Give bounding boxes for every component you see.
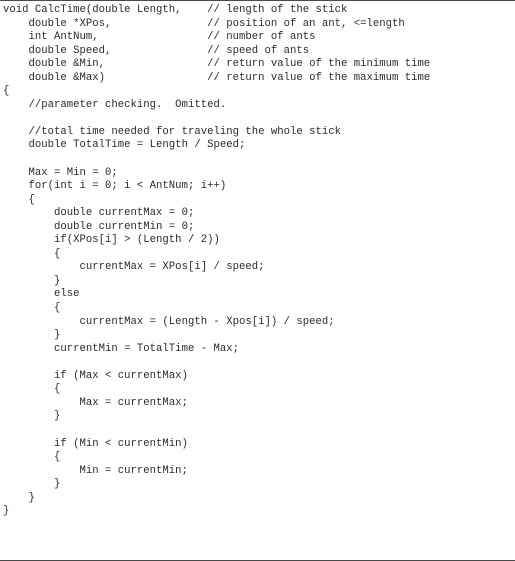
code-line bbox=[3, 112, 430, 126]
code-line: double TotalTime = Length / Speed; bbox=[3, 139, 246, 152]
code-line: } bbox=[3, 329, 61, 342]
code-line: if(XPos[i] > (Length / 2)) bbox=[3, 234, 220, 247]
code-line: double &Min, // return value of the minimum time bbox=[3, 58, 431, 71]
code-line: Max = Min = 0; bbox=[3, 166, 118, 179]
code-line: currentMax = (Length - Xpos[i]) / speed; bbox=[3, 315, 335, 328]
code-line: } bbox=[3, 505, 10, 518]
code-line: { bbox=[3, 302, 61, 315]
code-line: int AntNum, // number of ants bbox=[3, 31, 316, 44]
code-line: Min = currentMin; bbox=[3, 464, 188, 477]
code-line: { bbox=[3, 383, 61, 396]
code-line bbox=[3, 153, 430, 167]
code-line bbox=[3, 546, 430, 560]
code-line: Max = currentMax; bbox=[3, 396, 188, 409]
code-line bbox=[3, 532, 430, 546]
code-line: } bbox=[3, 491, 35, 504]
code-line: double Speed, // speed of ants bbox=[3, 44, 310, 57]
code-line: void CalcTime(double Length, // length of the stick bbox=[3, 4, 348, 16]
code-line: { bbox=[3, 247, 61, 260]
code-line: } bbox=[3, 274, 61, 287]
code-line: double currentMin = 0; bbox=[3, 220, 195, 233]
code-line: for(int i = 0; i < AntNum; i++) bbox=[3, 180, 227, 193]
code-line: { bbox=[3, 451, 61, 464]
code-line: double *XPos, // position of an ant, <=length bbox=[3, 17, 405, 30]
code-line: double currentMax = 0; bbox=[3, 207, 195, 220]
code-listing bbox=[3, 4, 430, 559]
code-line: else bbox=[3, 288, 80, 301]
code-line: if (Min < currentMin) bbox=[3, 437, 188, 450]
code-line bbox=[3, 424, 430, 438]
code-line: { bbox=[3, 193, 35, 206]
code-line: currentMin = TotalTime - Max; bbox=[3, 342, 239, 355]
code-line: currentMax = XPos[i] / speed; bbox=[3, 261, 265, 274]
code-line: //parameter checking. Omitted. bbox=[3, 98, 227, 111]
code-line: double &Max) // return value of the maximum time bbox=[3, 71, 431, 84]
code-line bbox=[3, 519, 430, 533]
code-line: if (Max < currentMax) bbox=[3, 369, 188, 382]
code-line: } bbox=[3, 478, 61, 491]
code-line: } bbox=[3, 410, 61, 423]
code-line: //total time needed for traveling the whole stick bbox=[3, 125, 341, 138]
code-line: { bbox=[3, 85, 10, 98]
code-line bbox=[3, 356, 430, 370]
